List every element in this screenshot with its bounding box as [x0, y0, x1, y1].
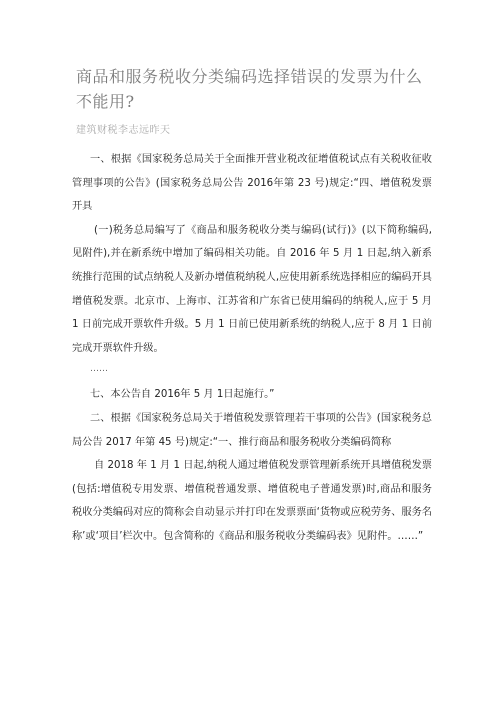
paragraph-3: 七、本公告自 2016年 5 月 1日起施行。” — [90, 389, 275, 401]
article-title: 商品和服务税收分类编码选择错误的发票为什么不能用? — [76, 67, 423, 111]
paragraph-4: 二、根据《国家税务总局关于增值税发票管理若干事项的公告》(国家税务总局公告 2017 年第 45 号)规定:“一、推行商品和服务税收分类编码简称 — [72, 412, 432, 448]
paragraph-5: 自 2018 年 1 月 1 日起,纳税人通过增值税发票管理新系统开具增值税发票(包括:增值税专用发票、增值税普通发票、增值税电子普通发票)时,商品和服务税收分类编码对应的简称会自动显示并打印在发票票面‘货物或应税劳务、服务名称’或‘项目’栏次中。包含简称的《商品和服务税收分类编码表》见附件。……” — [72, 460, 432, 542]
paragraph-1: 一、根据《国家税务总局关于全面推开营业税改征增值税试点有关税收征收管理事项的公告》(国家税务总局公告 2016年第 23 号)规定:“四、增值税发票开具 — [72, 154, 432, 213]
article-body — [72, 148, 432, 549]
ellipsis-marker: …… — [90, 364, 108, 375]
article-byline: 建筑财税李志远昨天 — [76, 125, 171, 136]
paragraph-2: (一)税务总局编写了《商品和服务税收分类与编码(试行)》(以下简称编码,见附件),并在新系统中增加了编码相关功能。自 2016 年 5 月 1 日起,纳入新系统推行范围的试点纳税人及新办增值税纳税人,应使用新系统选择相应的编码开具增值税发票。北京市、上海市、江苏省和广东省已使用编码的纳税人,应于 5 月 1 日前完成开票软件升级。5 月 1 日前已使用新系统的纳税人,应于 8 月 1 日前完成开票软件升级。 — [72, 224, 432, 354]
